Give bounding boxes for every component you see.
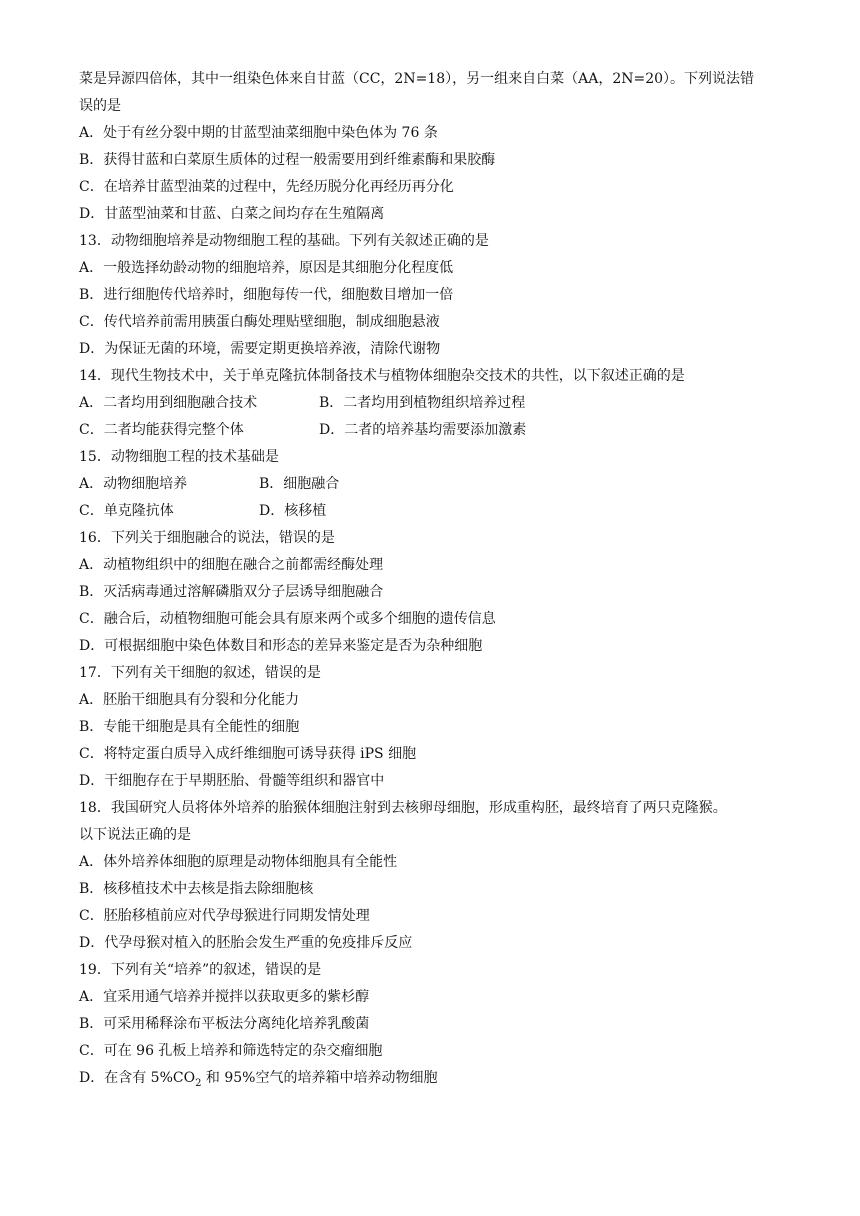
- q19-option-d-prefix: D．在含有 5%CO: [79, 1070, 196, 1086]
- q17-option-b: B．专能干细胞是具有全能性的细胞: [79, 719, 300, 735]
- q18-option-c: C．胚胎移植前应对代孕母猴进行同期发情处理: [79, 908, 370, 924]
- q18-stem-line-1: 18．我国研究人员将体外培养的胎猴体细胞注射到去核卵母细胞，形成重构胚，最终培育了两只克隆猴。: [79, 800, 727, 816]
- q16-stem: 16．下列关于细胞融合的说法，错误的是: [79, 530, 335, 546]
- q14-option-d: D．二者的培养基均需要添加激素: [319, 422, 527, 438]
- q12-stem-line-2: 误的是: [79, 98, 121, 114]
- q15-options-row-2: [79, 498, 800, 525]
- q18-stem-line-2: 以下说法正确的是: [79, 827, 191, 843]
- q17-stem: 17．下列有关干细胞的叙述，错误的是: [79, 665, 321, 681]
- q19-stem: 19．下列有关“培养”的叙述，错误的是: [79, 962, 322, 978]
- q16-option-c: C．融合后，动植物细胞可能会具有原来两个或多个细胞的遗传信息: [79, 611, 496, 627]
- q17-option-c: C．将特定蛋白质导入成纤维细胞可诱导获得 iPS 细胞: [79, 746, 417, 762]
- q15-option-a: A．动物细胞培养: [79, 476, 188, 492]
- q12-stem-line-1: 菜是异源四倍体，其中一组染色体来自甘蓝（CC，2N=18），另一组来自白菜（AA，2N=20）。下列说法错: [79, 71, 755, 87]
- q19-option-c: C．可在 96 孔板上培养和筛选特定的杂交瘤细胞: [79, 1043, 383, 1059]
- q16-option-a: A．动植物组织中的细胞在融合之前都需经酶处理: [79, 557, 384, 573]
- q12-option-d: D．甘蓝型油菜和甘蓝、白菜之间均存在生殖隔离: [79, 206, 385, 222]
- q19-option-d-subscript: 2: [195, 1077, 202, 1089]
- q14-option-b: B．二者均用到植物组织培养过程: [319, 395, 526, 411]
- q14-stem: 14．现代生物技术中，关于单克隆抗体制备技术与植物体细胞杂交技术的共性，以下叙述正确的是: [79, 368, 685, 384]
- q13-option-a: A．一般选择幼龄动物的细胞培养，原因是其细胞分化程度低: [79, 260, 454, 276]
- q13-option-d: D．为保证无菌的环境，需要定期更换培养液，清除代谢物: [79, 341, 441, 357]
- q12-option-c: C．在培养甘蓝型油菜的过程中，先经历脱分化再经历再分化: [79, 179, 454, 195]
- q17-option-d: D．干细胞存在于早期胚胎、骨髓等组织和器官中: [79, 773, 385, 789]
- q13-stem: 13．动物细胞培养是动物细胞工程的基础。下列有关叙述正确的是: [79, 233, 489, 249]
- q18-option-b: B．核移植技术中去核是指去除细胞核: [79, 881, 314, 897]
- q12-option-a: A．处于有丝分裂中期的甘蓝型油菜细胞中染色体为 76 条: [79, 125, 438, 141]
- q17-option-a: A．胚胎干细胞具有分裂和分化能力: [79, 692, 300, 708]
- q19-option-d-suffix: 和 95%空气的培养箱中培养动物细胞: [201, 1070, 438, 1086]
- q14-option-c: C．二者均能获得完整个体: [79, 422, 244, 438]
- q13-option-b: B．进行细胞传代培养时，细胞每传一代，细胞数目增加一倍: [79, 287, 454, 303]
- q14-option-a: A．二者均用到细胞融合技术: [79, 395, 258, 411]
- q15-stem: 15．动物细胞工程的技术基础是: [79, 449, 279, 465]
- q15-option-b: B．细胞融合: [259, 476, 340, 492]
- q15-options-row-1: [79, 471, 800, 498]
- q15-option-c: C．单克隆抗体: [79, 503, 174, 519]
- q19-option-b: B．可采用稀释涂布平板法分离纯化培养乳酸菌: [79, 1016, 370, 1032]
- q16-option-d: D．可根据细胞中染色体数目和形态的差异来鉴定是否为杂种细胞: [79, 638, 483, 654]
- q19-option-a: A．宜采用通气培养并搅拌以获取更多的紫杉醇: [79, 989, 370, 1005]
- q18-option-d: D．代孕母猴对植入的胚胎会发生严重的免疫排斥反应: [79, 935, 413, 951]
- q13-option-c: C．传代培养前需用胰蛋白酶处理贴壁细胞，制成细胞悬液: [79, 314, 440, 330]
- q15-option-d: D．核移植: [259, 503, 327, 519]
- q14-options-row-1: [79, 390, 800, 417]
- q19-option-d: [79, 1065, 800, 1092]
- q18-option-a: A．体外培养体细胞的原理是动物体细胞具有全能性: [79, 854, 398, 870]
- q12-option-b: B．获得甘蓝和白菜原生质体的过程一般需要用到纤维素酶和果胶酶: [79, 152, 496, 168]
- q14-options-row-2: [79, 417, 800, 444]
- q16-option-b: B．灭活病毒通过溶解磷脂双分子层诱导细胞融合: [79, 584, 384, 600]
